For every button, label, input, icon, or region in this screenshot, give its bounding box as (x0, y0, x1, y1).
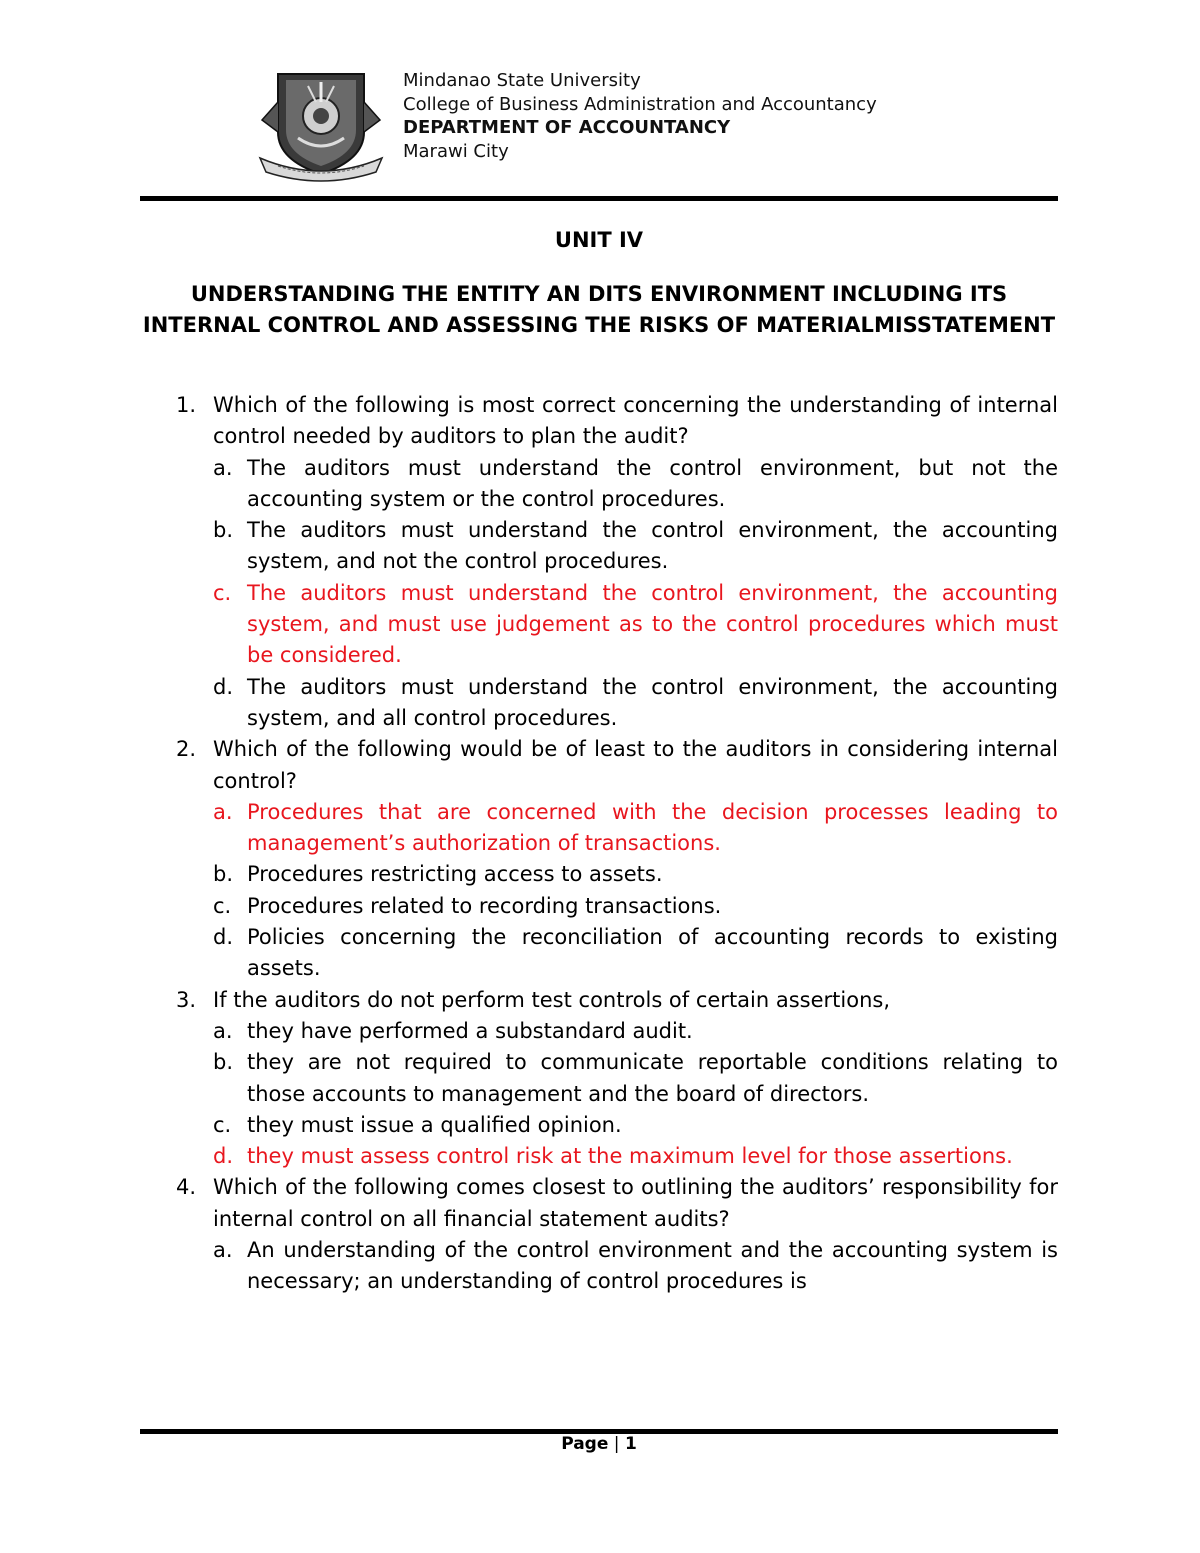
question-list (140, 390, 1058, 1298)
option-letter: b. (213, 862, 234, 887)
option-letter: d. (213, 925, 234, 950)
question-text: Which of the following comes closest to outlining the auditors’ responsibility for internal control on all financial statement audits? (213, 1175, 1058, 1231)
option-item (213, 1016, 1058, 1047)
option-letter: c. (213, 1112, 232, 1137)
question-item (140, 1172, 1058, 1297)
option-text: they have performed a substandard audit. (247, 1018, 693, 1043)
option-text: Procedures related to recording transactions. (247, 893, 722, 918)
option-text: they must issue a qualified opinion. (247, 1112, 622, 1137)
option-text: they are not required to communicate reportable conditions relating to those accounts to management and the board of directors. (247, 1050, 1058, 1106)
question-item (140, 734, 1058, 984)
correct-answer-option (213, 578, 1058, 672)
question-item (140, 985, 1058, 1173)
college-name: College of Business Administration and Accountancy (403, 93, 877, 115)
option-item (213, 453, 1058, 516)
option-letter: a. (213, 1238, 233, 1263)
option-item (213, 922, 1058, 985)
page-number: 1 (624, 1434, 637, 1454)
option-text: Policies concerning the reconciliation of accounting records to existing assets. (247, 925, 1058, 981)
option-text: they must assess control risk at the maximum level for those assertions. (247, 1144, 1013, 1169)
page-separator: | (613, 1434, 620, 1454)
option-item (213, 1235, 1058, 1298)
option-letter: a. (213, 799, 233, 824)
option-letter: d. (213, 674, 234, 699)
option-item (213, 672, 1058, 735)
question-text: Which of the following would be of least to the auditors in considering internal control? (213, 737, 1058, 793)
header-divider (140, 196, 1058, 201)
option-item (213, 891, 1058, 922)
option-item (213, 1110, 1058, 1141)
option-text: The auditors must understand the control environment, the accounting system, and must use judgement as to the control procedures which must be considered. (247, 580, 1058, 668)
question-text: Which of the following is most correct concerning the understanding of internal control needed by auditors to plan the audit? (213, 393, 1058, 449)
option-list (213, 453, 1058, 735)
option-item (213, 859, 1058, 890)
option-letter: d. (213, 1144, 234, 1169)
option-text: The auditors must understand the control environment, but not the accounting system or the control procedures. (247, 455, 1058, 511)
option-letter: a. (213, 1018, 233, 1043)
option-item (213, 1047, 1058, 1110)
letterhead-text (403, 69, 877, 163)
option-letter: a. (213, 455, 233, 480)
option-list (213, 1016, 1058, 1172)
correct-answer-option (213, 797, 1058, 860)
page-footer (140, 1434, 1058, 1454)
option-letter: c. (213, 580, 232, 605)
city-name: Marawi City (403, 140, 509, 162)
option-list (213, 797, 1058, 985)
department-name: DEPARTMENT OF ACCOUNTANCY (403, 117, 731, 138)
option-letter: c. (213, 893, 232, 918)
document-title: UNDERSTANDING THE ENTITY AN DITS ENVIRONMENT INCLUDING ITS INTERNAL CONTROL AND ASSESSING THE RISKS OF MATERIALMISSTATEMENT (142, 282, 1056, 337)
unit-title: UNIT IV (554, 228, 644, 252)
question-number: 4. (176, 1175, 197, 1200)
question-number: 3. (176, 987, 197, 1012)
university-seal-icon (258, 62, 384, 184)
university-name: Mindanao State University (403, 70, 641, 91)
question-item (140, 390, 1058, 734)
option-letter: b. (213, 1050, 234, 1075)
question-number: 2. (176, 737, 197, 762)
option-text: The auditors must understand the control environment, the accounting system, and not the control procedures. (247, 518, 1058, 574)
option-text: An understanding of the control environment and the accounting system is necessary; an understanding of control procedures is (247, 1238, 1058, 1294)
option-letter: b. (213, 518, 234, 543)
page-label: Page (561, 1434, 609, 1454)
option-text: The auditors must understand the control environment, the accounting system, and all control procedures. (247, 674, 1058, 730)
option-item (213, 515, 1058, 578)
correct-answer-option (213, 1141, 1058, 1172)
question-text: If the auditors do not perform test controls of certain assertions, (213, 987, 891, 1012)
letterhead (258, 62, 1058, 187)
option-list (213, 1235, 1058, 1298)
question-number: 1. (176, 393, 197, 417)
option-text: Procedures restricting access to assets. (247, 862, 663, 887)
option-text: Procedures that are concerned with the decision processes leading to management’s authorization of transactions. (247, 799, 1058, 856)
